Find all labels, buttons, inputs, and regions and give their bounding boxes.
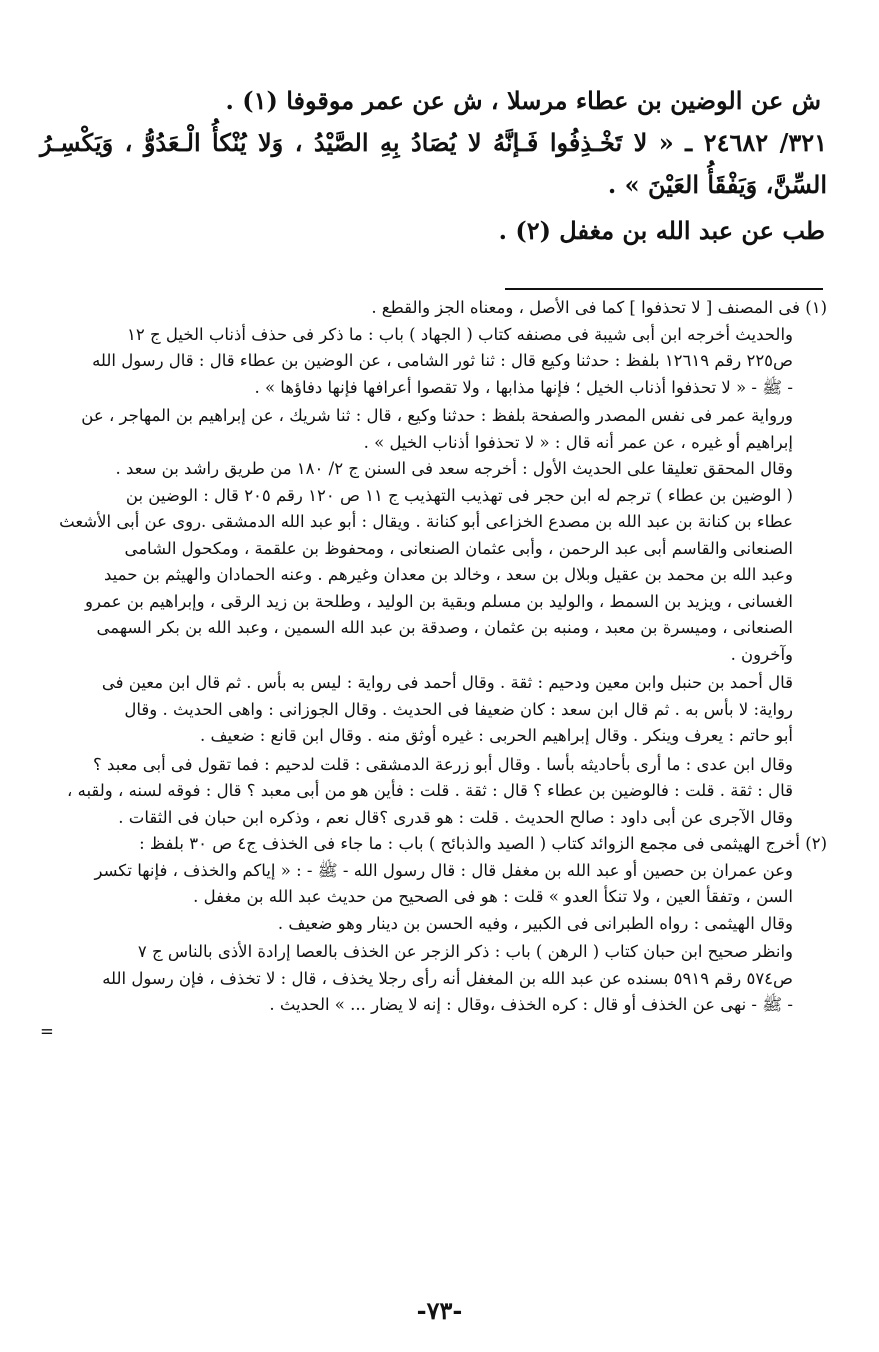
footnote-line: السن ، وتفقأ العين ، ولا تنكأ العدو » قلت : هو فى الصحيح من حديث عبد الله بن مغفل . (193, 887, 793, 906)
footnote-line: - ﷺ - « لا تحذفوا أذناب الخيل ؛ فإنها مذابها ، ولا تقصوا أعرافها فإنها دفاؤها » . (254, 377, 793, 397)
footnote-line: وقال الهيثمى : رواه الطبرانى فى الكبير ، وفيه الحسن بن دينار وهو ضعيف . (277, 913, 793, 933)
hadith-text-line: ٣٢١/ ٢٤٦٨٢ ـ « لا تَخْـذِفُوا فَـإنَّهُ لا يُصَادُ بِهِ الصَّيْدُ ، وَلا يُنْكأُ الْـعَدُوُّ ، وَيَكْسِـرُ (40, 128, 828, 157)
footnote-line: وعن عمران بن حصين أو عبد الله بن مغفل قال : قال رسول الله - ﷺ - : « إياكم والخذف ، فإنها تكسر (94, 860, 793, 880)
footnote-line: عطاء بن كنانة بن عبد الله بن مصدع الخزاعى أبو كنانة . ويقال : أبو عبد الله الدمشقى .روى عن أبى الأشعث (59, 512, 793, 531)
footnote-line: (١) فى المصنف [ لا تحذفوا ] كما فى الأصل ، ومعناه الجز والقطع . (371, 298, 827, 317)
page-number: -٧٣- (416, 1296, 463, 1325)
footnote-line: ص٥٧٤ رقم ٥٩١٩ بسنده عن عبد الله بن المغفل أنه رأى رجلا يخذف ، قال : لا تخذف ، فإن رسول الله (102, 968, 793, 988)
footnote-line: والحديث أخرجه ابن أبى شيبة فى مصنفه كتاب ( الجهاد ) باب : ما ذكر فى حذف أذناب الخيل ج ١٢ (127, 324, 793, 344)
footnote-line: وقال المحقق تعليقا على الحديث الأول : أخرجه سعد فى السنن ج ٢/ ١٨٠ من طريق راشد بن سعد . (115, 459, 793, 478)
hadith-text-block (40, 80, 827, 252)
footnote-line: قال : ثقة . قلت : فالوضين بن عطاء ؟ قال : ثقة . قلت : فأين هو من أبى معبد ؟ قال : فوقه لسنه ، ولقبه ، (67, 781, 793, 800)
hadith-attribution-line: طب عن عبد الله بن مغفل (٢) . (498, 216, 825, 245)
footnote-line: رواية: لا بأس به . ثم قال ابن سعد : كان ضعيفا فى الحديث . وقال الجوزانى : واهى الحديث . وقال (124, 699, 793, 719)
footnote-line: وآخرون . (730, 644, 793, 664)
footnote-line: (٢) أخرج الهيثمى فى مجمع الزوائد كتاب ( الصيد والذبائح ) باب : ما جاء فى الخذف ج٤ ص ٣٠ بلفظ : (139, 834, 827, 853)
footnote-line: قال أحمد بن حنبل وابن معين ودحيم : ثقة . وقال أحمد فى رواية : ليس به بأس . ثم قال ابن معين فى (101, 673, 793, 692)
footnote-separator (505, 288, 823, 290)
footnote-line: إبراهيم أو غيره ، عن عمر أنه قال : « لا تحذفوا أذناب الخيل » . (363, 432, 793, 452)
continuation-mark: = (40, 1021, 54, 1041)
footnote-line: ص٢٢٥ رقم ١٢٦١٩ بلفظ : حدثنا وكيع قال : ثنا ثور الشامى ، عن الوضين بن عطاء قال : قال رسول الله (92, 351, 793, 370)
hadith-text-line: السِّنَّ، وَيَفْقَأُ العَيْنَ » . (607, 170, 827, 199)
footnote-line: وانظر صحيح ابن حبان كتاب ( الرهن ) باب : ذكر الزجر عن الخذف بالعصا إرادة الأذى بالناس ج ٧ (137, 942, 793, 961)
footnote-line: ( الوضين بن عطاء ) ترجم له ابن حجر فى تهذيب التهذيب ج ١١ ص ١٢٠ رقم ٢٠٥ قال : الوضين بن (125, 485, 793, 505)
footnote-line: ورواية عمر فى نفس المصدر والصفحة بلفظ : حدثنا وكيع ، قال : ثنا شريك ، عن إبراهيم بن المهاجر ، عن (81, 406, 793, 425)
hadith-source-line: ش عن الوضين بن عطاء مرسلا ، ش عن عمر موقوفا (١) . (225, 86, 821, 115)
footnote-line: الغسانى ، ويزيد بن السمط ، والوليد بن مسلم وبقية بن الوليد ، وطلحة بن زيد الرقى ، وإبراهيم بن عمرو (85, 591, 793, 611)
footnote-line: وعبد الله بن محمد بن عقيل وبلال بن سعد ، وخالد بن معدان وغيرهم . وعنه الحمادان والهيثم بن حميد (104, 565, 793, 584)
footnotes-block (40, 295, 827, 1045)
footnote-line: أبو حاتم : يعرف وينكر . وقال إبراهيم الحربى : غيره أوثق منه . وقال ابن قانع : ضعيف . (199, 726, 793, 745)
footnote-line: - ﷺ - نهى عن الخذف أو قال : كره الخذف ،وقال : إنه لا يضار ... » الحديث . (269, 995, 793, 1014)
footnote-line: وقال الآجرى عن أبى داود : صالح الحديث . قلت : هو قدرى ؟قال نعم ، وذكره ابن حبان فى الثقات . (118, 807, 793, 827)
footnote-line: الصنعانى ، وميسرة بن معبد ، ومنبه بن عثمان ، وصدقة بن عبد الله السمين ، وعبد الله بن بكر السهمى (96, 618, 793, 637)
footnote-line: وقال ابن عدى : ما أرى بأحاديثه بأسا . وقال أبو زرعة الدمشقى : قلت لدحيم : فما تقول فى أبى معبد ؟ (93, 754, 793, 774)
footnote-line: الصنعانى والقاسم أبى عبد الرحمن ، وأبى عثمان الصنعانى ، ومحفوظ بن علقمة ، ومكحول الشامى (124, 538, 793, 558)
